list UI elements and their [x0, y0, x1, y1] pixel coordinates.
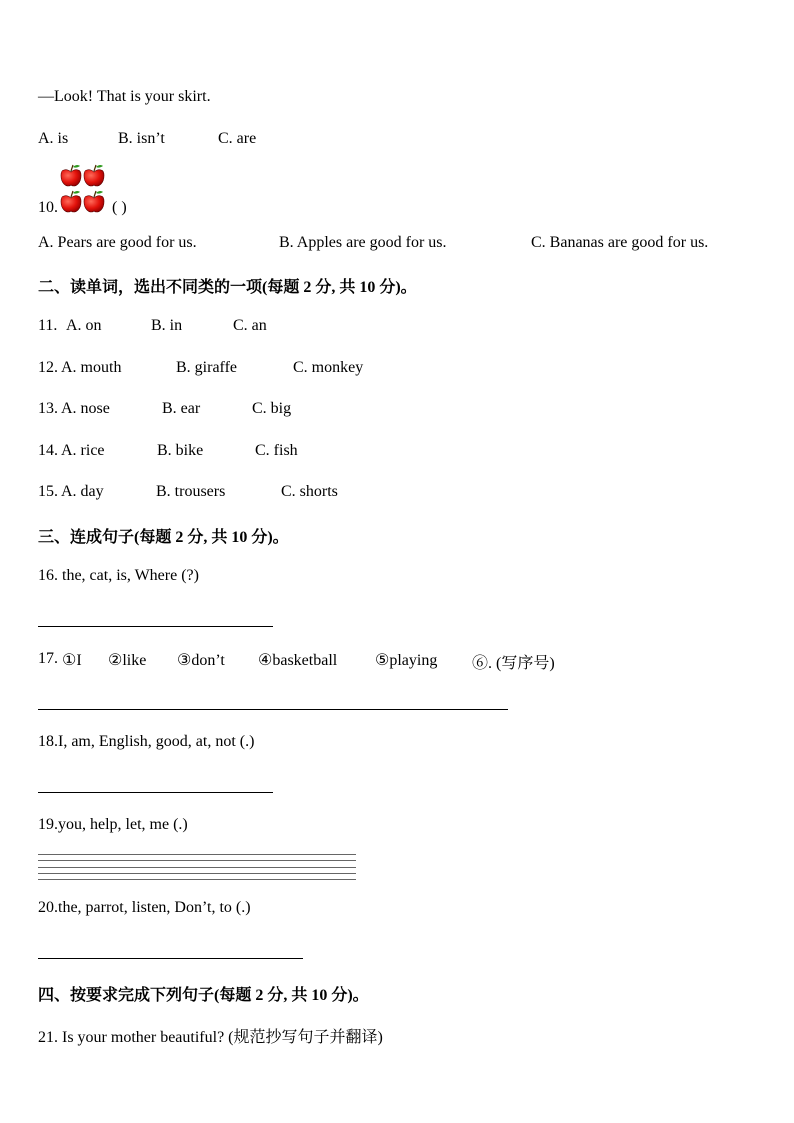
q18-answer-line[interactable] [38, 792, 273, 793]
q18-prompt: 18.I, am, English, good, at, not (.) [38, 733, 255, 750]
q16-prompt: 16. the, cat, is, Where (?) [38, 567, 199, 584]
q12-number: 12. [38, 359, 58, 376]
q11-option-a[interactable]: A. on [66, 317, 102, 334]
q17-word-4: ④basketball [258, 652, 338, 669]
q13-option-a[interactable]: A. nose [61, 400, 110, 417]
writing-line [38, 860, 356, 861]
q9-option-a[interactable]: A. is [38, 130, 69, 147]
q17-word-3: ③don’t [177, 652, 225, 669]
q13-option-b[interactable]: B. ear [162, 400, 201, 417]
q9-option-c[interactable]: C. are [218, 130, 257, 147]
q14-number: 14. [38, 442, 58, 459]
q10-option-b[interactable]: B. Apples are good for us. [279, 234, 447, 251]
q17-word-5: ⑤playing [375, 652, 438, 669]
q17-answer-line[interactable] [38, 709, 508, 710]
q15-option-b[interactable]: B. trousers [156, 483, 226, 500]
q11-number: 11. [38, 317, 58, 334]
writing-line [38, 867, 356, 868]
q12-option-b[interactable]: B. giraffe [176, 359, 238, 376]
q15-option-c[interactable]: C. shorts [281, 483, 338, 500]
q14-option-c[interactable]: C. fish [255, 442, 298, 459]
q13-option-c[interactable]: C. big [252, 400, 292, 417]
q17-word-6: ⑥. (写序号) [472, 655, 555, 672]
q13-number: 13. [38, 400, 58, 417]
q15-number: 15. [38, 483, 58, 500]
q21-prompt: 21. Is your mother beautiful? (规范抄写句子并翻译) [38, 1029, 383, 1046]
q16-answer-line[interactable] [38, 626, 273, 627]
q12-option-c[interactable]: C. monkey [293, 359, 364, 376]
q20-answer-line[interactable] [38, 958, 303, 959]
q15-option-a[interactable]: A. day [61, 483, 104, 500]
q14-option-b[interactable]: B. bike [157, 442, 204, 459]
q17-word-1: ①I [62, 652, 82, 669]
writing-line [38, 873, 356, 874]
q11-option-c[interactable]: C. an [233, 317, 267, 334]
q14-option-a[interactable]: A. rice [61, 442, 105, 459]
apple-icon [58, 162, 108, 214]
writing-line [38, 879, 356, 880]
q10-answer-blank[interactable]: ( ) [112, 199, 127, 216]
writing-line [38, 854, 356, 855]
apples-picture [58, 162, 108, 214]
q10-option-a[interactable]: A. Pears are good for us. [38, 234, 197, 251]
section-2-heading: 二、读单词，选出不同类的一项(每题 2 分, 共 10 分)。 [38, 279, 417, 296]
q10-option-c[interactable]: C. Bananas are good for us. [531, 234, 709, 251]
q10-number: 10. [38, 199, 58, 216]
q9-option-b[interactable]: B. isn’t [118, 130, 165, 147]
q17-number: 17. [38, 650, 58, 667]
section-3-heading: 三、连成句子(每题 2 分, 共 10 分)。 [38, 529, 289, 546]
q12-option-a[interactable]: A. mouth [61, 359, 122, 376]
section-4-heading: 四、按要求完成下列句子(每题 2 分, 共 10 分)。 [38, 987, 369, 1004]
q9-dialogue: —Look! That is your skirt. [38, 88, 211, 105]
q17-word-2: ②like [108, 652, 147, 669]
q20-prompt: 20.the, parrot, listen, Don’t, to (.) [38, 899, 251, 916]
q11-option-b[interactable]: B. in [151, 317, 183, 334]
q19-prompt: 19.you, help, let, me (.) [38, 816, 188, 833]
